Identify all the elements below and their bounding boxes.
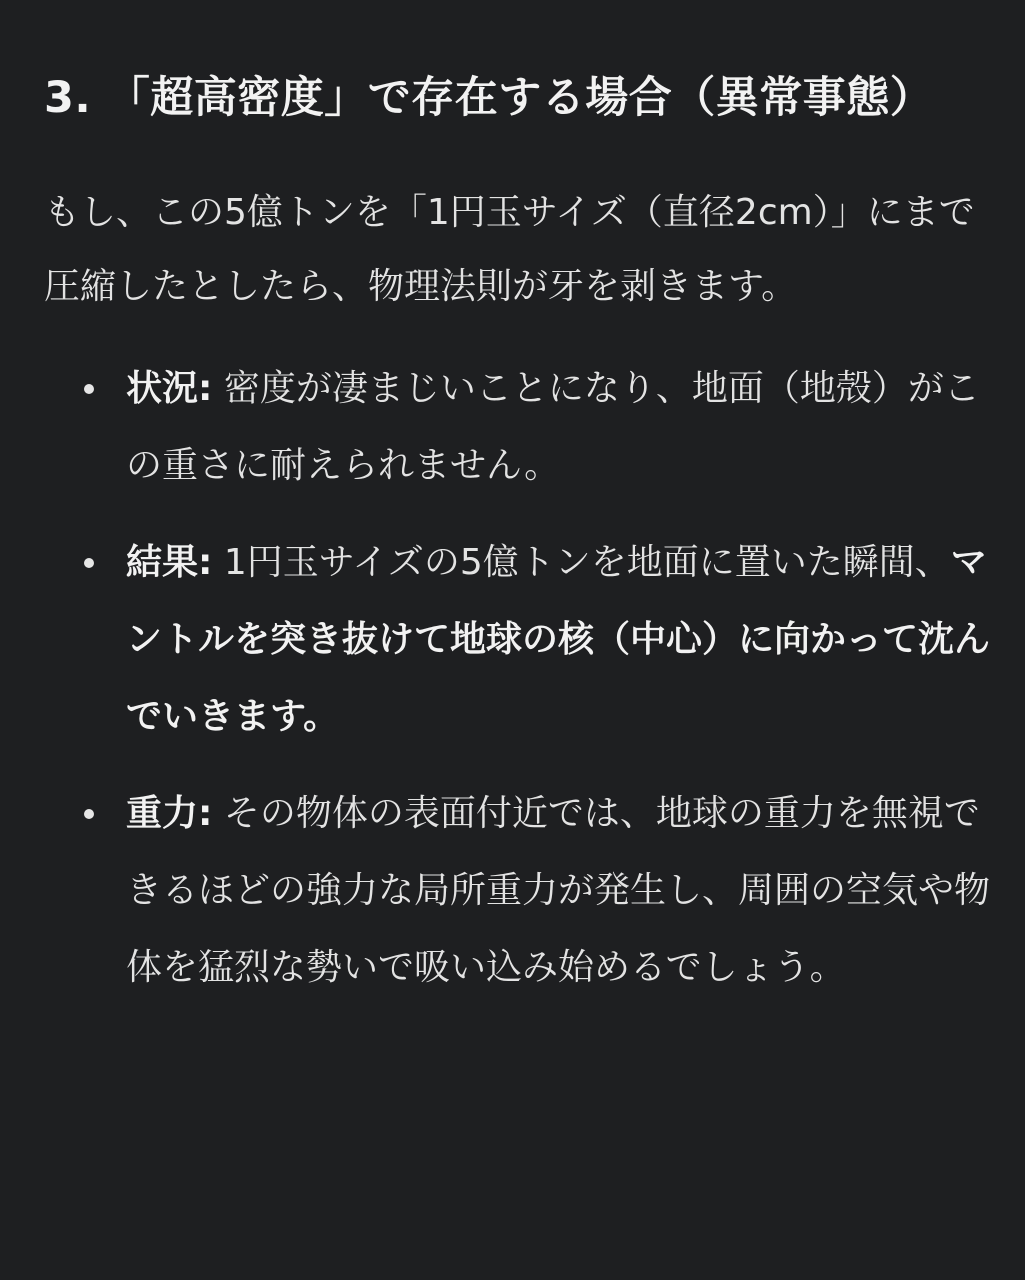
section-heading: 3. 「超高密度」で存在する場合（異常事態） [44, 73, 934, 123]
item-label: 状況: [126, 368, 213, 409]
item-label: 重力: [126, 793, 213, 834]
item-label: 結果: [126, 542, 213, 583]
bullet-list [44, 350, 994, 1006]
list-item-result [44, 524, 994, 755]
bullet-icon [84, 558, 94, 568]
bullet-icon [84, 809, 94, 819]
list-item-situation [44, 350, 994, 504]
list-item-gravity [44, 775, 994, 1006]
intro-paragraph: もし、この5億トンを「1円玉サイズ（直径2cm）」にまで圧縮したとしたら、物理法則が牙を剥きます。 [44, 192, 975, 307]
item-text: その物体の表面付近では、地球の重力を無視できるほどの強力な局所重力が発生し、周囲の空気や物体を猛烈な勢いで吸い込み始めるでしょう。 [126, 793, 991, 988]
message-content [44, 58, 994, 1026]
bullet-icon [84, 384, 94, 394]
item-text: 1円玉サイズの5億トンを地面に置いた瞬間、 [212, 542, 951, 583]
item-text: 密度が凄まじいことになり、地面（地殻）がこの重さに耐えられません。 [126, 368, 980, 486]
item-emphasis: マントルを突き抜けて地球の核（中心）に向かって沈んでいきます。 [126, 542, 991, 737]
